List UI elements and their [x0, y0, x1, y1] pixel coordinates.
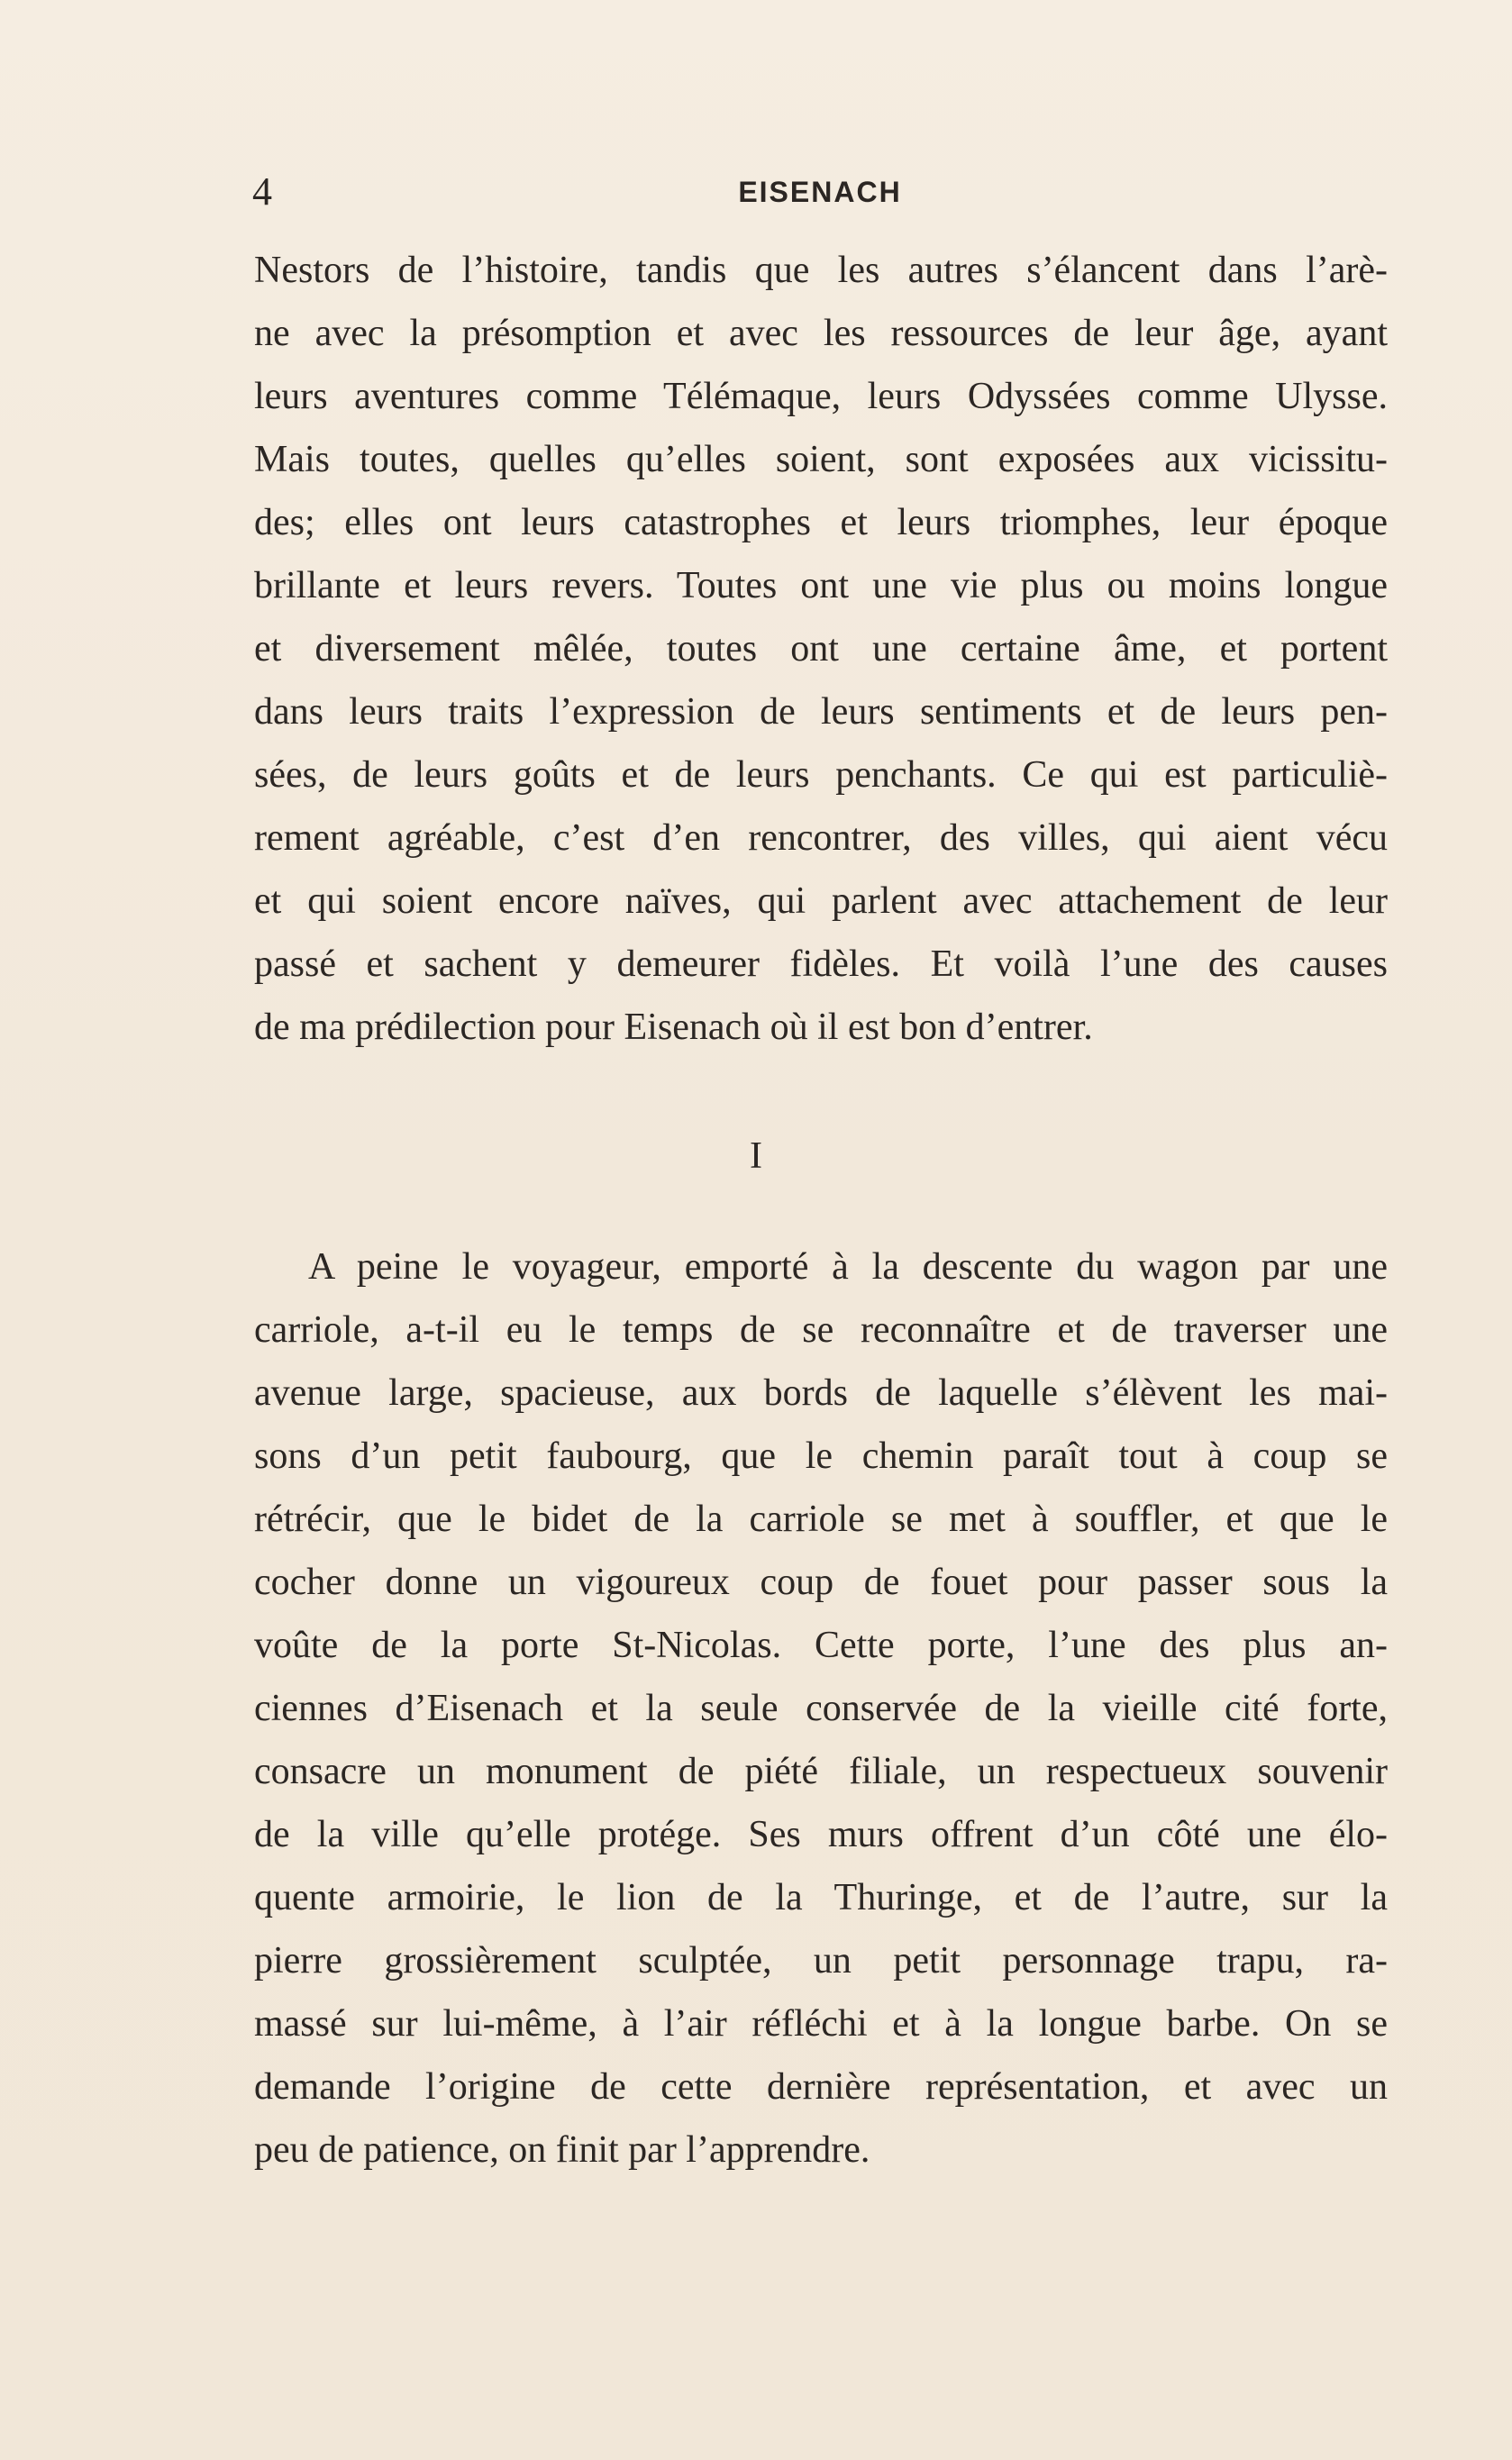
text-line: peu de patience, on finit par l’apprendre. [254, 2129, 870, 2171]
text-line: de ma prédilection pour Eisenach où il est bon d’entrer. [254, 1007, 1093, 1048]
text-line: et qui soient encore naïves, qui parlent avec attachement de leur [254, 880, 1388, 922]
text-line: et diversement mêlée, toutes ont une certaine âme, et portent [254, 628, 1388, 670]
text-line: massé sur lui-même, à l’air réfléchi et à la longue barbe. On se [254, 2003, 1388, 2045]
text-line: carriole, a-t-il eu le temps de se reconnaître et de traverser une [254, 1309, 1388, 1351]
text-line: ciennes d’Eisenach et la seule conservée de la vieille cité forte, [254, 1688, 1388, 1729]
text-line: Mais toutes, quelles qu’elles soient, sont exposées aux vicissitu- [254, 439, 1388, 480]
text-line: rement agréable, c’est d’en rencontrer, des villes, qui aient vécu [254, 817, 1388, 859]
text-line: des; elles ont leurs catastrophes et leurs triomphes, leur époque [254, 502, 1388, 543]
text-line: pierre grossièrement sculptée, un petit personnage trapu, ra- [254, 1940, 1388, 1982]
text-line: passé et sachent y demeurer fidèles. Et voilà l’une des causes [254, 943, 1388, 985]
text-line: avenue large, spacieuse, aux bords de laquelle s’élèvent les mai- [254, 1372, 1388, 1414]
text-line: leurs aventures comme Télémaque, leurs Odyssées comme Ulysse. [254, 376, 1388, 417]
text-line: cocher donne un vigoureux coup de fouet pour passer sous la [254, 1562, 1388, 1603]
page-number: 4 [252, 169, 272, 214]
text-line: quente armoirie, le lion de la Thuringe, et de l’autre, sur la [254, 1877, 1388, 1918]
text-line: A peine le voyageur, emporté à la descente du wagon par une [308, 1246, 1388, 1288]
text-line: consacre un monument de piété filiale, un respectueux souvenir [254, 1751, 1388, 1792]
running-title: EISENACH [738, 176, 902, 208]
text-line: sons d’un petit faubourg, que le chemin paraît tout à coup se [254, 1435, 1388, 1477]
text-line: de la ville qu’elle protége. Ses murs offrent d’un côté une élo- [254, 1814, 1388, 1855]
text-line: ne avec la présomption et avec les ressources de leur âge, ayant [254, 313, 1388, 354]
running-head [252, 169, 1388, 214]
text-line: sées, de leurs goûts et de leurs penchants. Ce qui est particuliè- [254, 754, 1388, 796]
text-line: Nestors de l’histoire, tandis que les autres s’élancent dans l’arè- [254, 250, 1388, 291]
text-line: brillante et leurs revers. Toutes ont une vie plus ou moins longue [254, 565, 1388, 606]
section-number: I [750, 1135, 762, 1177]
text-line: voûte de la porte St-Nicolas. Cette porte, l’une des plus an- [254, 1625, 1388, 1666]
text-line: rétrécir, que le bidet de la carriole se met à souffler, et que le [254, 1499, 1388, 1540]
text-line: demande l’origine de cette dernière représentation, et avec un [254, 2066, 1388, 2108]
text-line: dans leurs traits l’expression de leurs sentiments et de leurs pen- [254, 691, 1388, 733]
